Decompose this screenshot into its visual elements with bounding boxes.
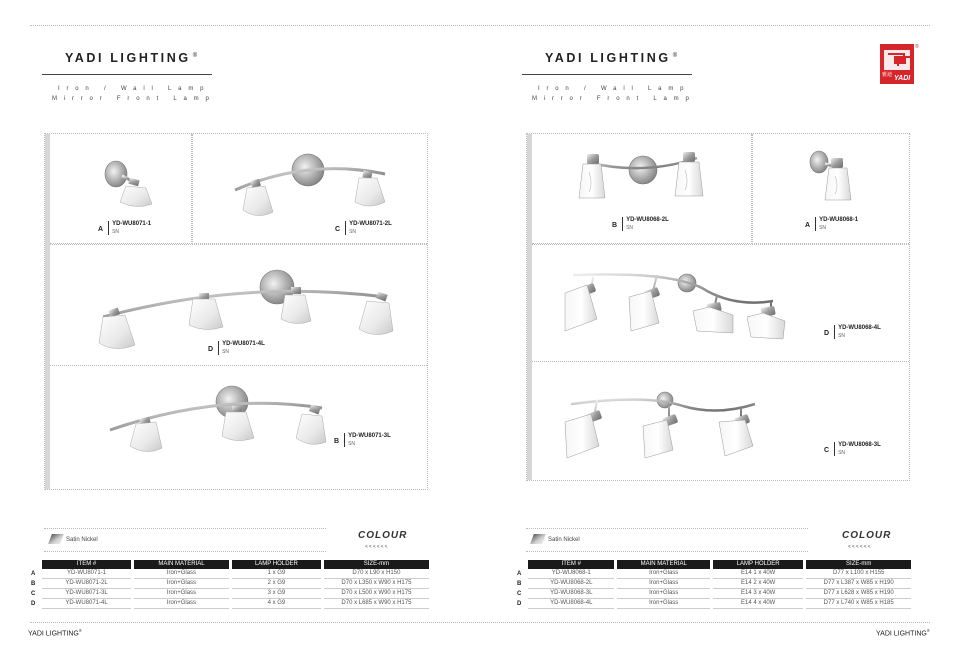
row-material: Iron+Glass xyxy=(134,589,229,599)
footer-mark: ® xyxy=(926,628,930,633)
brand-mark: ® xyxy=(672,52,678,59)
row-holder: E14 1 x 40W xyxy=(713,569,803,579)
lamp-image-yd-wu8071-4l xyxy=(95,257,395,347)
row-size: D77 x L387 x W85 x H190 xyxy=(806,579,911,589)
product-code-box xyxy=(815,217,858,231)
logo-text: YADI xyxy=(894,75,911,82)
row-material: Iron+Glass xyxy=(617,579,709,589)
row-size: D77 x L100 x H155 xyxy=(806,569,911,579)
product-cell-d xyxy=(532,244,909,362)
product-code-box xyxy=(344,433,391,447)
row-holder: E14 4 x 40W xyxy=(713,599,803,609)
product-code-box xyxy=(622,217,669,231)
spec-header-item: ITEM # xyxy=(528,560,614,569)
spec-corner xyxy=(517,560,525,569)
table-row xyxy=(31,589,429,599)
product-finish: SN xyxy=(348,441,356,447)
row-item: YD-WU8071-2L xyxy=(42,579,131,589)
right-page xyxy=(480,0,960,648)
spec-header-size: SIZE-mm xyxy=(806,560,911,569)
brand-name: YADI LIGHTING xyxy=(65,51,191,65)
row-letter: D xyxy=(31,600,36,607)
subtitle-mirror-front: Mirror Front Lamp xyxy=(52,96,216,102)
product-label-c xyxy=(335,221,392,235)
brand-mark: ® xyxy=(192,52,198,59)
product-cell-a xyxy=(752,134,909,244)
product-letter: C xyxy=(335,226,341,233)
product-finish: SN xyxy=(838,333,846,339)
row-holder: 3 x G9 xyxy=(232,589,321,599)
product-code-box xyxy=(345,221,392,235)
colour-arrows: <<<<<< xyxy=(365,544,389,550)
row-letter: C xyxy=(517,590,522,597)
row-size: D70 x L685 x W90 x H175 xyxy=(324,599,429,609)
product-code-box xyxy=(218,341,265,355)
product-finish: SN xyxy=(626,225,634,231)
product-grid xyxy=(44,133,428,490)
product-label-a xyxy=(98,221,151,235)
product-letter: C xyxy=(824,447,830,454)
table-row xyxy=(31,569,429,579)
row-material: Iron+Glass xyxy=(134,599,229,609)
product-label-b xyxy=(334,433,391,447)
spec-table xyxy=(514,560,914,609)
product-code: YD-WU8071-3L xyxy=(348,433,391,439)
table-row xyxy=(517,569,911,579)
row-item: YD-WU8068-4L xyxy=(528,599,614,609)
finish-label: Satin Nickel xyxy=(66,537,98,543)
footer-mark: ® xyxy=(78,628,82,633)
row-size: D77 x L740 x W85 x H185 xyxy=(806,599,911,609)
product-cell-b xyxy=(532,134,752,244)
satin-nickel-swatch xyxy=(48,534,64,544)
footer-brand xyxy=(28,628,82,637)
product-cell-c xyxy=(192,134,427,244)
spec-header-holder: LAMP HOLDER xyxy=(713,560,803,569)
product-code: YD-WU8071-2L xyxy=(349,221,392,227)
subtitle-mirror-front: Mirror Front Lamp xyxy=(532,96,696,102)
row-item: YD-WU8071-3L xyxy=(42,589,131,599)
colour-arrows: <<<<<< xyxy=(848,544,872,550)
lamp-image-yd-wu8068-3l xyxy=(557,386,777,466)
logo-cn-text: 雅迪 xyxy=(882,72,893,78)
product-finish: SN xyxy=(222,349,230,355)
row-size: D70 x L90 x H150 xyxy=(324,569,429,579)
table-row xyxy=(517,599,911,609)
footer-text: YADI LIGHTING xyxy=(876,630,927,638)
spec-header-row xyxy=(31,560,429,569)
colour-title: COLOUR xyxy=(842,530,892,541)
row-material: Iron+Glass xyxy=(617,589,709,599)
product-label-d xyxy=(208,341,265,355)
row-letter: C xyxy=(31,590,36,597)
brand-name: YADI LIGHTING xyxy=(545,51,671,65)
finish-row xyxy=(526,528,808,552)
spec-header-size: SIZE-mm xyxy=(324,560,429,569)
product-code-box xyxy=(834,442,881,456)
row-holder: 2 x G9 xyxy=(232,579,321,589)
logo-mark: ® xyxy=(915,44,919,50)
table-row xyxy=(31,579,429,589)
spec-header-material: MAIN MATERIAL xyxy=(617,560,709,569)
product-code-box xyxy=(834,325,881,339)
product-finish: SN xyxy=(838,450,846,456)
product-label-b xyxy=(612,217,669,231)
subtitle-iron-wall: Iron / Wall Lamp xyxy=(58,86,211,92)
spec-header-material: MAIN MATERIAL xyxy=(134,560,229,569)
product-code: YD-WU8071-4L xyxy=(222,341,265,347)
product-label-c xyxy=(824,442,881,456)
product-cell-c xyxy=(532,362,909,480)
row-material: Iron+Glass xyxy=(617,599,709,609)
lamp-image-yd-wu8068-4l xyxy=(557,267,787,347)
lamp-image-yd-wu8071-3l xyxy=(90,378,340,458)
product-finish: SN xyxy=(349,229,357,235)
brand-underline xyxy=(522,74,692,75)
spec-header-row xyxy=(517,560,911,569)
table-row xyxy=(517,579,911,589)
row-letter: B xyxy=(31,580,36,587)
product-cell-d xyxy=(50,244,427,366)
product-code: YD-WU8068-1 xyxy=(819,217,859,223)
product-cell-b xyxy=(50,366,427,489)
lamp-image-yd-wu8071-2l xyxy=(233,146,403,221)
product-code: YD-WU8071-1 xyxy=(112,221,152,227)
table-row xyxy=(31,599,429,609)
footer-text: YADI LIGHTING xyxy=(28,630,79,638)
product-letter: D xyxy=(208,346,214,353)
brand-title xyxy=(545,51,677,65)
product-cell-a xyxy=(50,134,192,244)
product-label-d xyxy=(824,325,881,339)
product-letter: D xyxy=(824,330,830,337)
product-label-a xyxy=(805,217,858,231)
lamp-image-yd-wu8068-2l xyxy=(577,148,717,218)
row-item: YD-WU8071-1 xyxy=(42,569,131,579)
product-grid xyxy=(526,133,910,481)
table-row xyxy=(517,589,911,599)
footer-brand xyxy=(876,628,930,637)
row-letter: A xyxy=(517,570,522,577)
row-size: D70 x L500 x W90 x H175 xyxy=(324,589,429,599)
finish-label: Satin Nickel xyxy=(548,537,580,543)
row-item: YD-WU8068-1 xyxy=(528,569,614,579)
product-code-box xyxy=(108,221,151,235)
lamp-image-yd-wu8071-1 xyxy=(98,152,158,212)
row-letter: A xyxy=(31,570,36,577)
row-holder: E14 2 x 40W xyxy=(713,579,803,589)
brand-title xyxy=(65,51,197,65)
yadi-logo xyxy=(880,44,918,88)
row-holder: 4 x G9 xyxy=(232,599,321,609)
product-letter: A xyxy=(98,226,104,233)
subtitle-iron-wall: Iron / Wall Lamp xyxy=(538,86,691,92)
colour-title: COLOUR xyxy=(358,530,408,541)
product-code: YD-WU8068-4L xyxy=(838,325,881,331)
product-code: YD-WU8068-2L xyxy=(626,217,669,223)
spec-table xyxy=(28,560,432,609)
row-holder: 1 x G9 xyxy=(232,569,321,579)
lamp-image-yd-wu8068-1 xyxy=(805,148,855,208)
spec-corner xyxy=(31,560,39,569)
product-letter: B xyxy=(334,438,340,445)
product-letter: A xyxy=(805,222,811,229)
spec-header-item: ITEM # xyxy=(42,560,131,569)
finish-row xyxy=(44,528,326,552)
product-finish: SN xyxy=(819,225,827,231)
brand-underline xyxy=(42,74,212,75)
row-item: YD-WU8068-2L xyxy=(528,579,614,589)
row-size: D77 x L628 x W85 x H190 xyxy=(806,589,911,599)
row-letter: B xyxy=(517,580,522,587)
product-finish: SN xyxy=(112,229,120,235)
row-size: D70 x L350 x W90 x H175 xyxy=(324,579,429,589)
product-letter: B xyxy=(612,222,618,229)
row-holder: E14 3 x 40W xyxy=(713,589,803,599)
product-code: YD-WU8068-3L xyxy=(838,442,881,448)
row-item: YD-WU8068-3L xyxy=(528,589,614,599)
row-item: YD-WU8071-4L xyxy=(42,599,131,609)
spec-header-holder: LAMP HOLDER xyxy=(232,560,321,569)
row-material: Iron+Glass xyxy=(134,579,229,589)
row-material: Iron+Glass xyxy=(617,569,709,579)
row-material: Iron+Glass xyxy=(134,569,229,579)
satin-nickel-swatch xyxy=(530,534,546,544)
row-letter: D xyxy=(517,600,522,607)
